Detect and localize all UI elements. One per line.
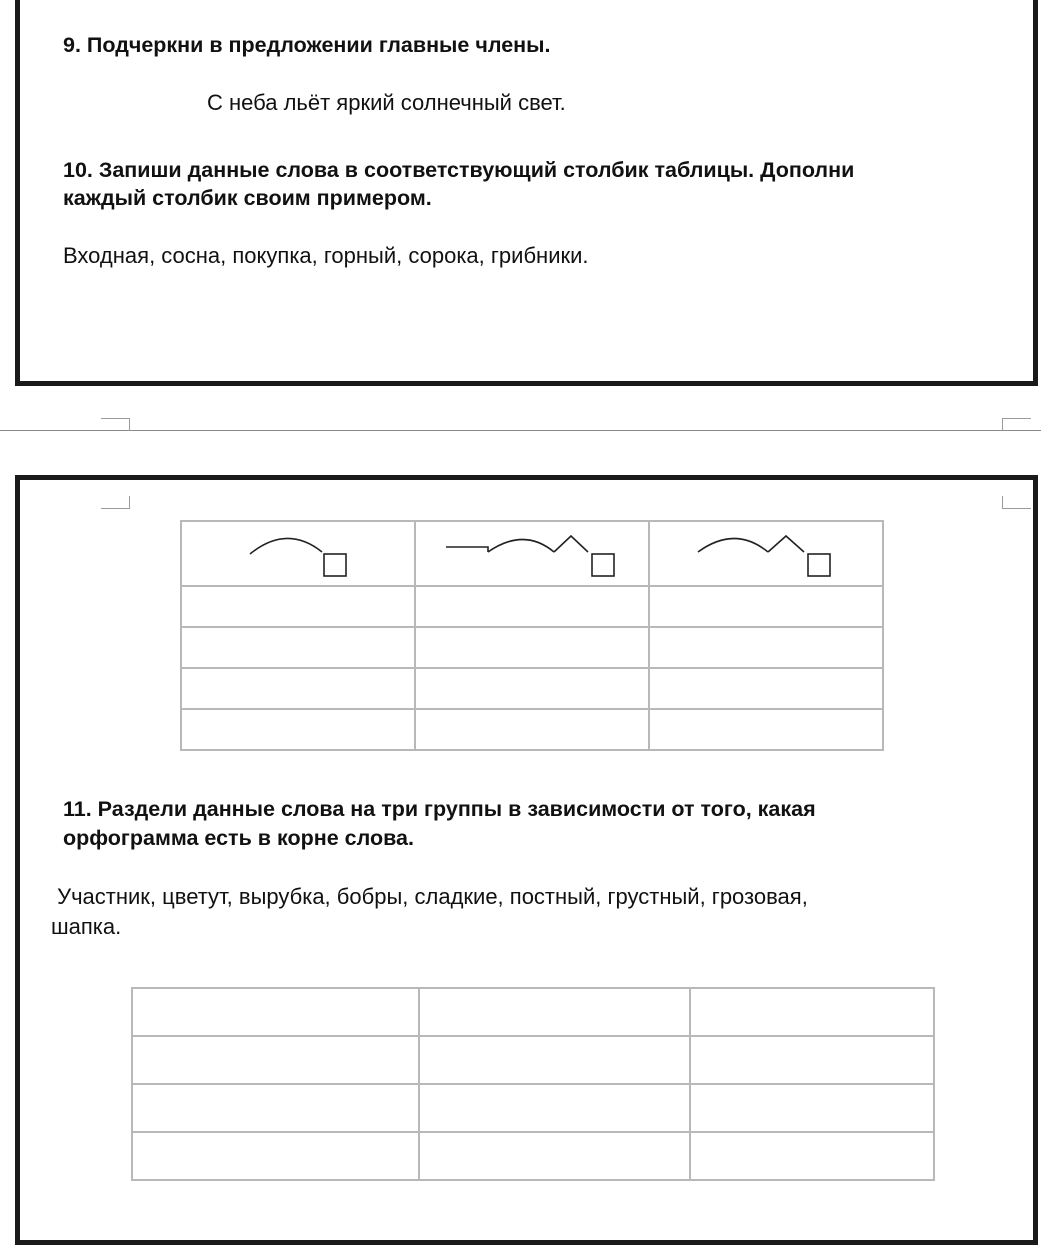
table-row [181, 668, 883, 709]
table-row [181, 627, 883, 668]
table-row [132, 1036, 934, 1084]
corner-mark-top-left [101, 418, 130, 431]
task10-words: Входная, сосна, покупка, горный, сорока, грибники. [63, 243, 589, 268]
table-cell[interactable] [181, 586, 415, 627]
table-row [132, 988, 934, 1036]
table-cell[interactable] [690, 988, 934, 1036]
table-cell[interactable] [181, 668, 415, 709]
corner-mark-bottom-left [101, 496, 130, 509]
table-cell[interactable] [690, 1132, 934, 1180]
table-cell[interactable] [649, 668, 883, 709]
table-cell[interactable] [649, 709, 883, 750]
task10-header-cell-1 [181, 521, 415, 586]
table-cell[interactable] [132, 1132, 419, 1180]
task10-header-cell-2 [415, 521, 649, 586]
table-row [132, 1132, 934, 1180]
corner-mark-top-right [1002, 418, 1031, 431]
table-cell[interactable] [649, 586, 883, 627]
task11-words-line1: Участник, цветут, вырубка, бобры, сладкие, постный, грустный, грозовая, [51, 884, 808, 909]
table-cell[interactable] [415, 668, 649, 709]
table-cell[interactable] [132, 1036, 419, 1084]
task11-table [131, 987, 935, 1181]
table-cell[interactable] [649, 627, 883, 668]
table-cell[interactable] [181, 709, 415, 750]
task10-title-line2: каждый столбик своим примером. [63, 186, 432, 210]
root-suffix-symbol-icon [650, 522, 882, 585]
task11-title-line1: 11. Раздели данные слова на три группы в зависимости от того, какая [63, 797, 816, 821]
task10-table [180, 520, 884, 751]
table-cell[interactable] [419, 1132, 690, 1180]
root-suffix-symbol-icon [182, 522, 414, 585]
table-row [181, 709, 883, 750]
table-cell[interactable] [690, 1036, 934, 1084]
table-cell[interactable] [132, 988, 419, 1036]
task9-sentence: С неба льёт яркий солнечный свет. [207, 90, 566, 115]
table-row [132, 1084, 934, 1132]
prefix-root-suffix-symbol-icon [416, 522, 648, 585]
table-cell[interactable] [690, 1084, 934, 1132]
page-separator [0, 430, 1041, 431]
task9-title: 9. Подчеркни в предложении главные члены. [63, 33, 551, 57]
corner-mark-bottom-right [1002, 496, 1031, 509]
table-cell[interactable] [419, 1036, 690, 1084]
table-cell[interactable] [419, 988, 690, 1036]
task11-words-line2: шапка. [51, 914, 122, 939]
table-cell[interactable] [415, 627, 649, 668]
table-cell[interactable] [181, 627, 415, 668]
task10-header-cell-3 [649, 521, 883, 586]
table-row [181, 586, 883, 627]
task10-title-line1: 10. Запиши данные слова в соответствующий столбик таблицы. Дополни [63, 158, 855, 182]
table-cell[interactable] [419, 1084, 690, 1132]
task11-title-line2: орфограмма есть в корне слова. [63, 826, 414, 850]
task10-table-header-row [181, 521, 883, 586]
table-cell[interactable] [132, 1084, 419, 1132]
table-cell[interactable] [415, 709, 649, 750]
table-cell[interactable] [415, 586, 649, 627]
